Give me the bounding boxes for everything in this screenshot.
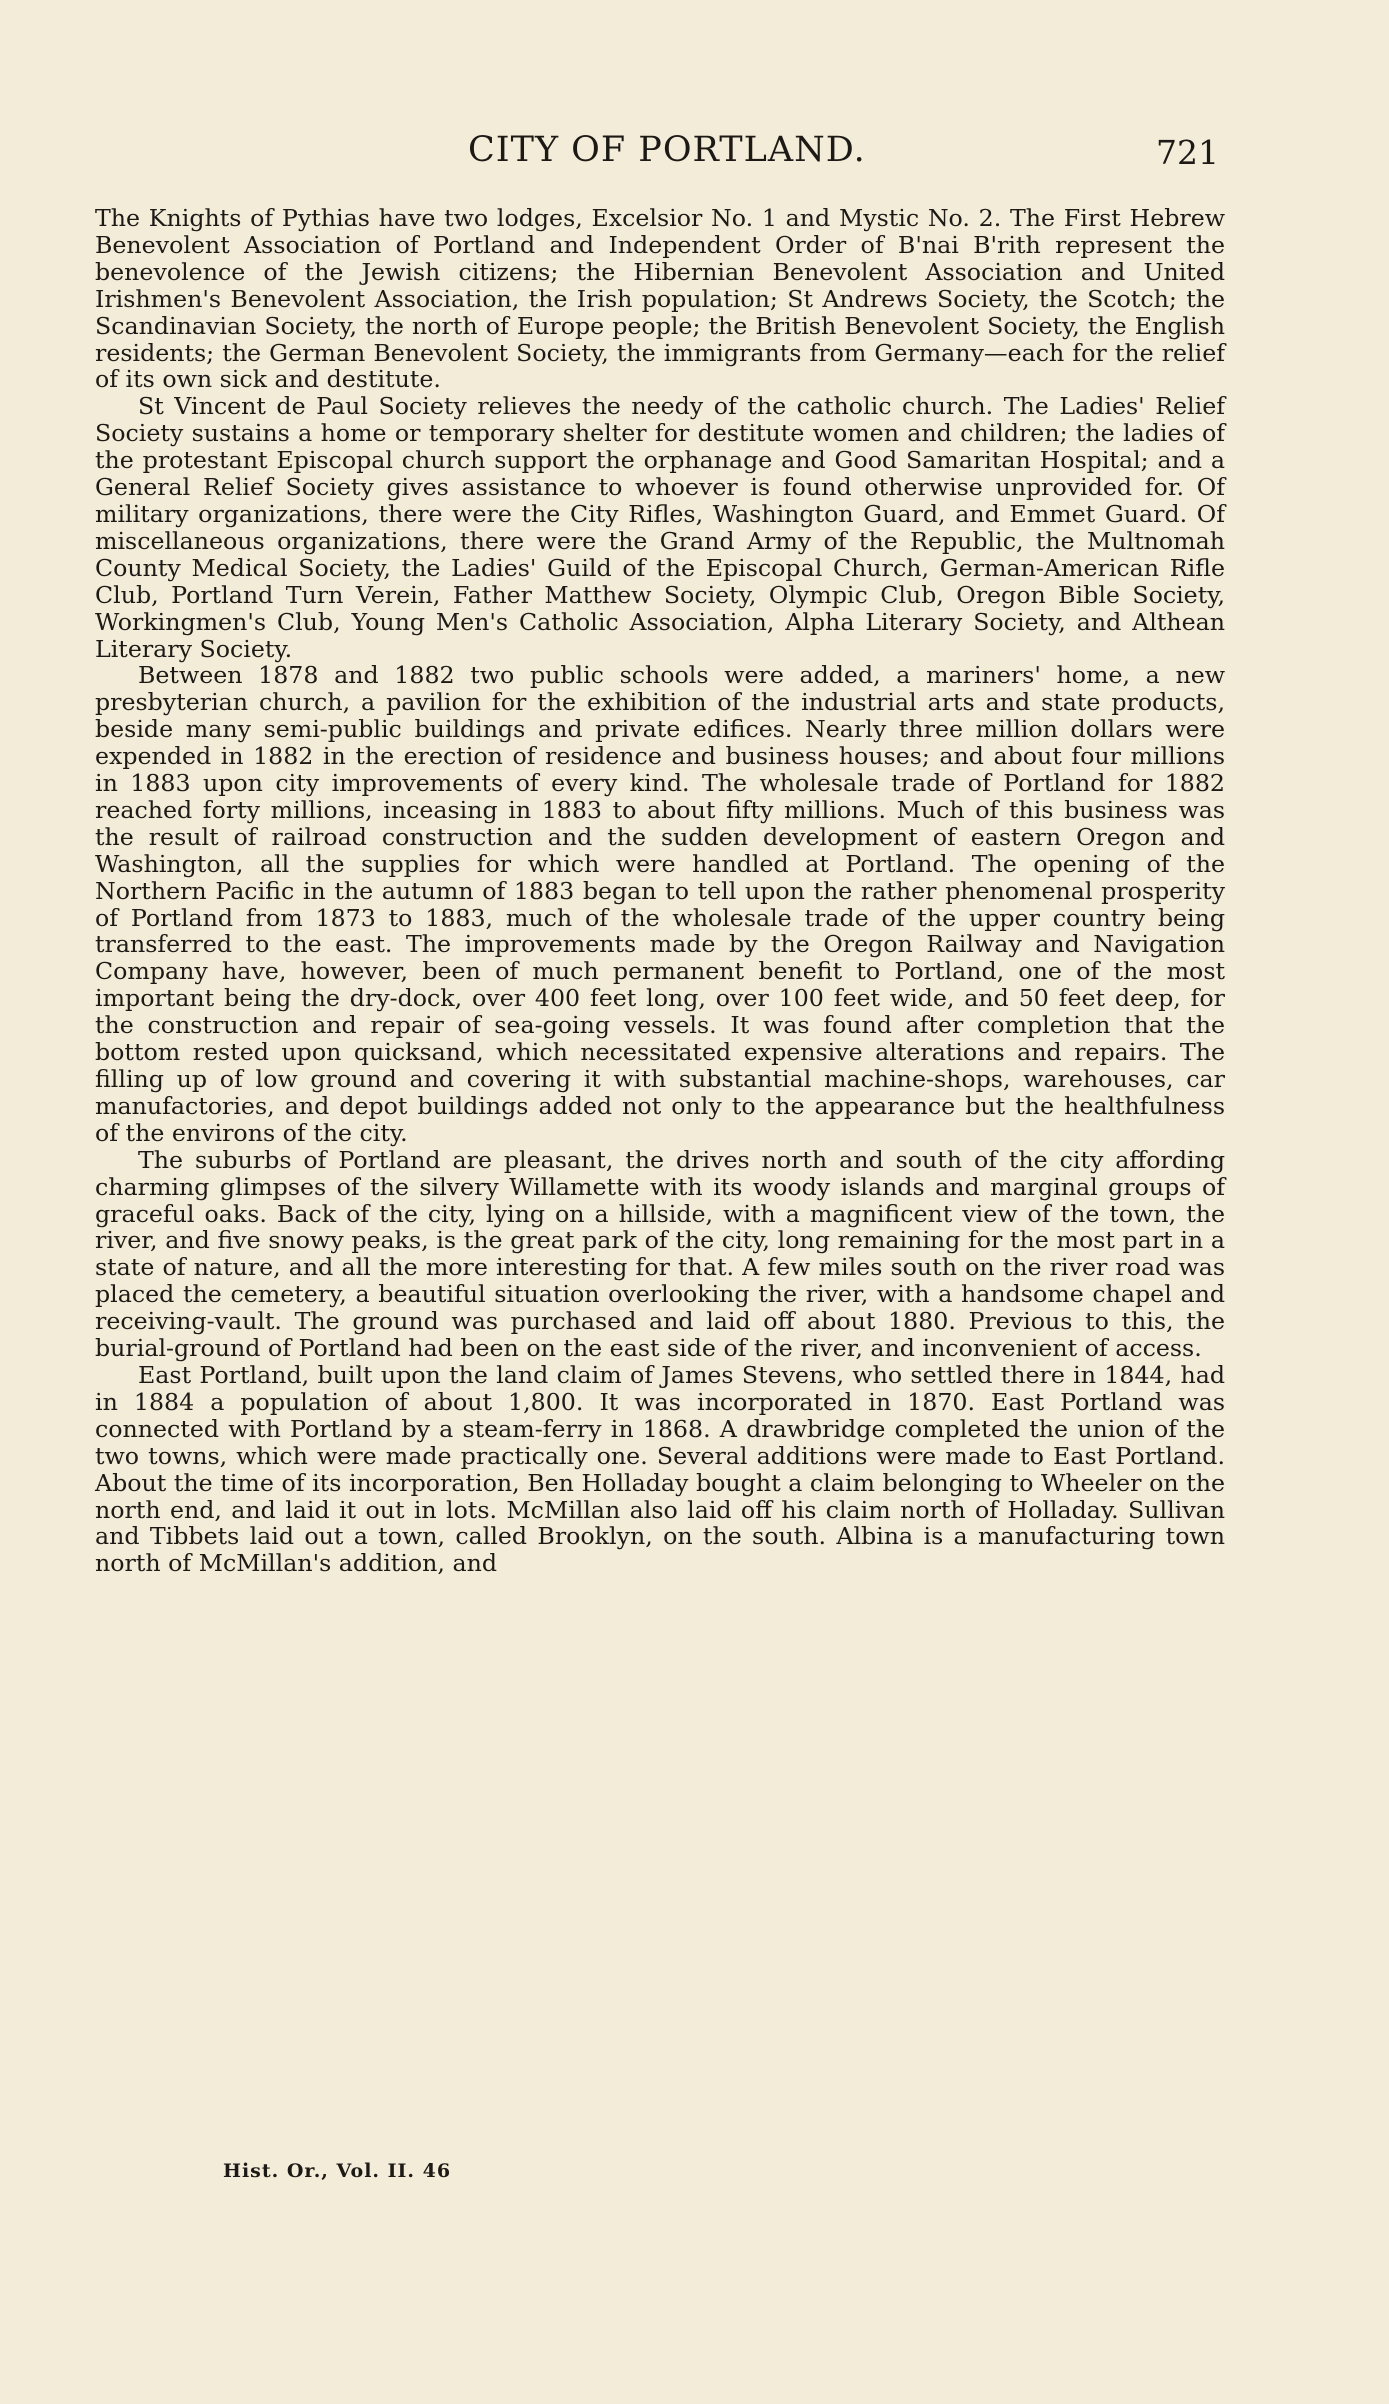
paragraph-suburbs: The suburbs of Portland are pleasant, the drives north and south of the city affording charming glimpses of the silvery Willamette with its woody islands and marginal groups of graceful oaks. Back of the city, lying on a hillside, with a magnificent view of the town, the river, and five snowy peaks, is the great park of the city, long remaining for the most part in a state of nature, and all the more interesting for that. A few miles south on the river road was placed the cemetery, a beautiful situation overlooking the river, with a handsome chapel and receiving-vault. The ground was purchased and laid off about 1880. Previous to this, the burial-ground of Portland had been on the east side of the river, and inconvenient of access. (95, 1145, 1225, 1363)
paragraph-fraternal-societies: The Knights of Pythias have two lodges, Excelsior No. 1 and Mystic No. 2. The First Hebrew Benevolent Association of Portland and Independent Order of B'nai B'rith represent the benevolence of the Jewish citizens; the Hibernian Benevolent Association and United Irishmen's Benevolent Association, the Irish population; St Andrews Society, the Scotch; the Scandinavian Society, the north of Europe people; the British Benevolent Society, the English residents; the German Benevolent Society, the immigrants from Germany—each for the relief of its own sick and destitute. (95, 204, 1225, 394)
paragraph-east-portland: East Portland, built upon the land claim of James Stevens, who settled there in 1844, had in 1884 a population of about 1,800. It was incorporated in 1870. East Portland was connected with Portland by a steam-ferry in 1868. A drawbridge completed the union of the two towns, which were made practically one. Several additions were made to East Portland. About the time of its incorporation, Ben Holladay bought a claim belonging to Wheeler on the north end, and laid it out in lots. McMillan also laid off his claim north of Holladay. Sullivan and Tibbets laid out a town, called Brooklyn, on the south. Albina is a manufacturing town north of McMillan's addition, and (95, 1360, 1225, 1578)
signature-mark: Hist. Or., Vol. II. 46 (223, 2160, 452, 2182)
running-head: CITY OF PORTLAND. (468, 130, 866, 170)
page-number: 721 (1156, 133, 1219, 172)
paragraph-relief-organizations: St Vincent de Paul Society relieves the needy of the catholic church. The Ladies' Relief Society sustains a home or temporary shelter for destitute women and children; the ladies of the protestant Episcopal church support the orphanage and Good Samaritan Hospital; and a General Relief Society gives assistance to whoever is found otherwise unprovided for. Of military organizations, there were the City Rifles, Washington Guard, and Emmet Guard. Of miscellaneous organizations, there were the Grand Army of the Republic, the Multnomah County Medical Society, the Ladies' Guild of the Episcopal Church, German-American Rifle Club, Portland Turn Verein, Father Matthew Society, Olympic Club, Oregon Bible Society, Workingmen's Club, Young Men's Catholic Association, Alpha Literary Society, and Althean Literary Society. (95, 392, 1225, 663)
body-text (95, 205, 1225, 1577)
paragraph-improvements: Between 1878 and 1882 two public schools were added, a mariners' home, a new presbyterian church, a pavilion for the exhibition of the industrial arts and state products, beside many semi-public buildings and private edifices. Nearly three million dollars were expended in 1882 in the erection of residence and business houses; and about four millions in 1883 upon city improvements of every kind. The wholesale trade of Portland for 1882 reached forty millions, inceasing in 1883 to about fifty millions. Much of this business was the result of railroad construction and the sudden development of eastern Oregon and Washington, all the supplies for which were handled at Portland. The opening of the Northern Pacific in the autumn of 1883 began to tell upon the rather phenomenal prosperity of Portland from 1873 to 1883, much of the wholesale trade of the upper country being transferred to the east. The improvements made by the Oregon Railway and Navigation Company have, however, been of much permanent benefit to Portland, one of the most important being the dry-dock, over 400 feet long, over 100 feet wide, and 50 feet deep, for the construction and repair of sea-going vessels. It was found after completion that the bottom rested upon quicksand, which necessitated expensive alterations and repairs. The filling up of low ground and covering it with substantial machine-shops, warehouses, car manufactories, and depot buildings added not only to the appearance but the healthfulness of the environs of the city. (95, 661, 1225, 1147)
